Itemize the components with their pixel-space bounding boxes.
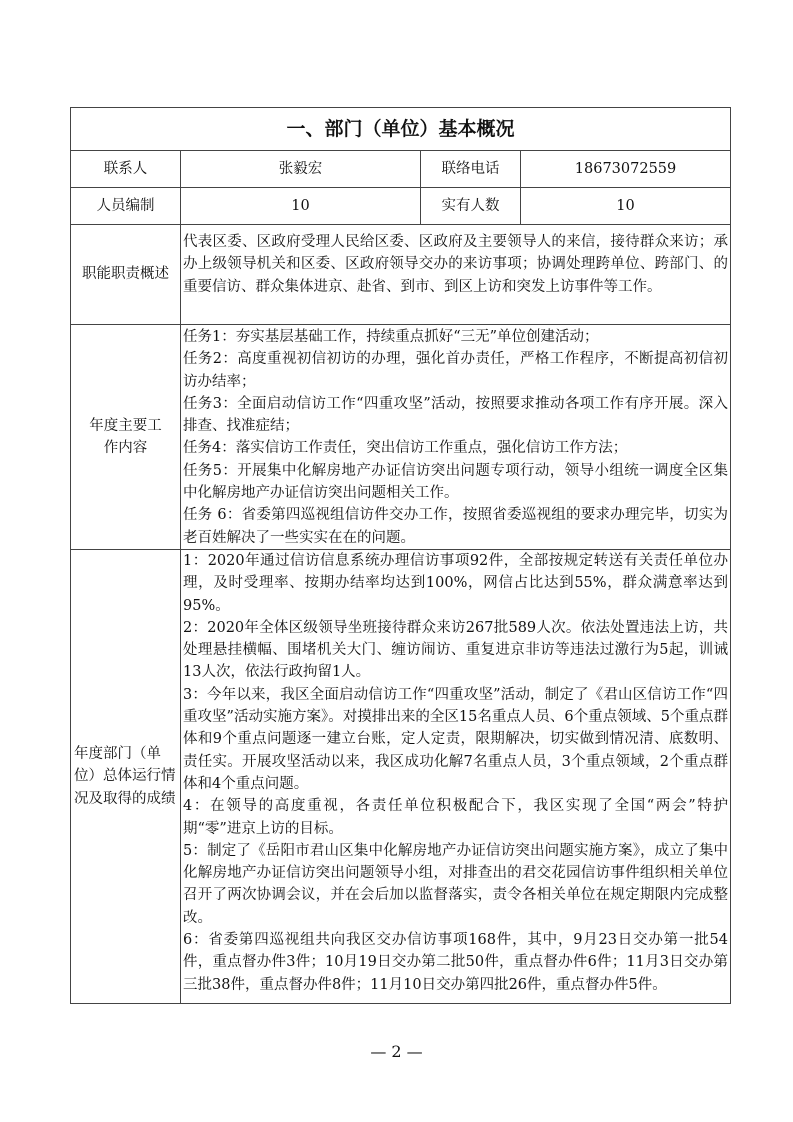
contact-value: 张毅宏 <box>181 151 421 188</box>
task-item: 任务1：夯实基层基础工作，持续重点抓好“三无”单位创建活动； <box>183 329 599 345</box>
task-item: 任务 6：省委第四巡视组信访件交办工作，按照省委巡视组的要求办理完毕，切实为老百姓解决了一些实实在在的问题。 <box>183 507 729 546</box>
task-item: 任务5：开展集中化解房地产办证信访突出问题专项行动，领导小组统一调度全区集中化解房地产办证信访突出问题相关工作。 <box>183 462 729 502</box>
phone-label: 联络电话 <box>421 151 521 188</box>
result-item: 2：2020年全体区级领导坐班接待群众来访267批589人次。依法处置违法上访，共处理悬挂横幅、围堵机关大门、缠访闹访、重复进京非访等违法过激行为5起，训诫13人次，依法行政拘留1人。 <box>183 619 729 681</box>
task-item: 任务3：全面启动信访工作“四重攻坚”活动，按照要求推动各项工作有序开展。深入排查、找准症结； <box>183 395 729 435</box>
actual-staff-value: 10 <box>521 188 731 225</box>
duties-paragraph: 代表区委、区政府受理人民给区委、区政府及主要领导人的来信，接待群众来访；承办上级领导机关和区委、区政府领导交办的来访事项；协调处理跨单位、跨部门、的重要信访、群众集体进京、赴省、到市、到区上访和突发上访事件等工作。 <box>183 234 729 295</box>
staff-label: 人员编制 <box>71 188 181 225</box>
duties-text <box>181 225 731 325</box>
results-list <box>181 549 731 1003</box>
duties-label: 职能职责概述 <box>71 225 181 325</box>
tasks-list <box>181 325 731 550</box>
result-item: 6：省委第四巡视组共向我区交办信访事项168件，其中，9月23日交办第一批54件，重点督办件3件；10月19日交办第二批50件，重点督办件6件；11月3日交办第三批38件，重点督办件8件；11月10日交办第四批26件，重点督办件5件。 <box>183 932 729 993</box>
result-item: 1：2020年通过信访信息系统办理信访事项92件，全部按规定转送有关责任单位办理，及时受理率、按期办结率均达到100%，网信占比达到55%，群众满意率达到95%。 <box>183 552 729 614</box>
page-number: — 2 — <box>370 1042 423 1061</box>
task-item: 任务2：高度重视初信初访的办理，强化首办责任，严格工作程序，不断提高初信初访办结率； <box>183 351 729 390</box>
actual-staff-label: 实有人数 <box>421 188 521 225</box>
staff-value: 10 <box>181 188 421 225</box>
result-item: 4：在领导的高度重视，各责任单位积极配合下，我区实现了全国“两会”特护期“零”进京上访的目标。 <box>183 798 729 837</box>
tasks-label: 年度主要工作内容 <box>71 325 181 550</box>
result-item: 5：制定了《岳阳市君山区集中化解房地产办证信访突出问题实施方案》，成立了集中化解房地产办证信访突出问题领导小组，对排查出的君交花园信访事件组织相关单位召开了两次协调会议，并在会后加以监督落实，责令各相关单位在规定期限内完成整改。 <box>183 842 729 926</box>
task-item: 任务4：落实信访工作责任，突出信访工作重点，强化信访工作方法； <box>183 440 628 457</box>
contact-label: 联系人 <box>71 151 181 188</box>
basic-info-table <box>70 107 731 1004</box>
results-label: 年度部门（单位）总体运行情况及取得的成绩 <box>71 549 181 1003</box>
result-item: 3：今年以来，我区全面启动信访工作“四重攻坚”活动，制定了《君山区信访工作“四重攻坚”活动实施方案》。对摸排出来的全区15名重点人员、6个重点领域、5个重点群体和9个重点问题逐一建立台账，定人定责，限期解决，切实做到情况清、底数明、责任实。开展攻坚活动以来，我区成功化解7名重点人员，3个重点领域，2个重点群体和4个重点问题。 <box>183 686 729 792</box>
section-title: 一、部门（单位）基本概况 <box>71 108 731 151</box>
phone-value: 18673072559 <box>521 151 731 188</box>
